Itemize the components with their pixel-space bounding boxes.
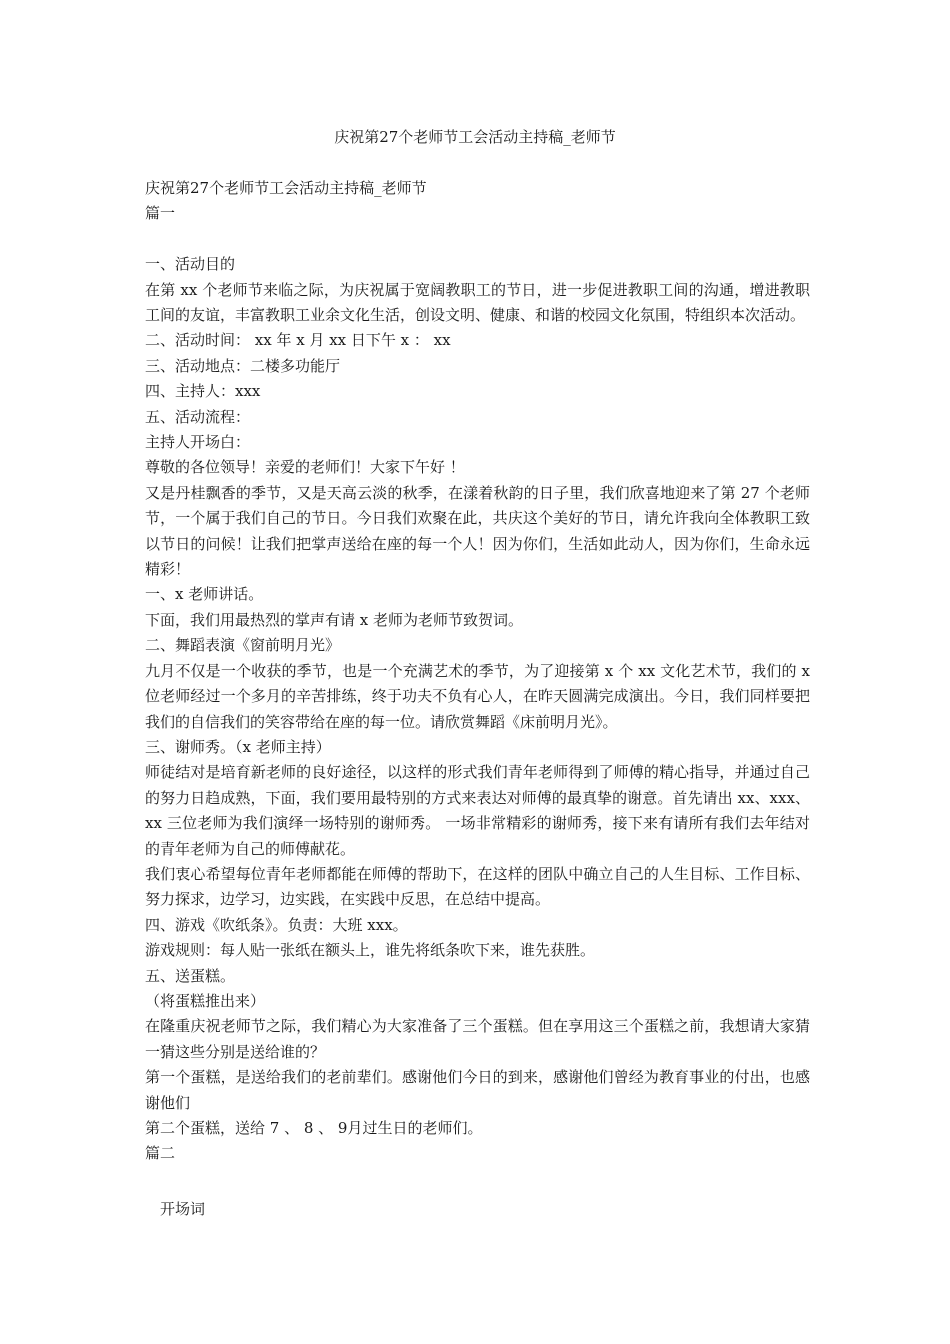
item3-heading: 三、谢师秀。（x 老师主持）: [145, 737, 331, 756]
flow-line: 五、活动流程：: [145, 407, 251, 426]
section1-heading: 一、活动目的: [145, 255, 236, 274]
page-title: 庆祝第27个老师节工会活动主持稿_老师节: [334, 128, 616, 146]
item1-heading: 一、x 老师讲话。: [145, 585, 264, 604]
item3-body-1: 师徒结对是培育新老师的良好途径，以这样的形式我们青年老师得到了师傅的精心指导，并通过自己的努力日趋成熟，下面，我们要用最特别的方式来表达对师傅的最真挚的谢意。首先请出 xx、xxx、xx 三位老师为我们演绎一场特别的谢师秀。 一场非常精彩的谢师秀，接下来有请所有我们去年结对的青年老师为自己的师傅献花。: [145, 763, 810, 858]
item5-note: （将蛋糕推出来）: [145, 991, 266, 1010]
item2-body: 九月不仅是一个收获的季节，也是一个充满艺术的季节，为了迎接第 x 个 xx 文化艺术节，我们的 x 位老师经过一个多月的辛苦排练，终于功夫不负有心人，在昨天圆满完成演出。今日，我们同样要把我们的自信我们的笑容带给在座的每一位。请欣赏舞蹈《床前明月光》。: [145, 661, 810, 731]
host-line: 四、主持人：xxx: [145, 382, 261, 401]
item3-body-2: 我们衷心希望每位青年老师都能在师傅的帮助下，在这样的团队中确立自己的人生目标、工作目标、努力探求，边学习，边实践，在实践中反思，在总结中提高。: [145, 864, 810, 909]
item2-heading: 二、舞蹈表演《窗前明月光》: [145, 636, 341, 655]
item5-heading: 五、送蛋糕。: [145, 966, 236, 985]
part2-label: 篇二: [145, 1144, 176, 1163]
item4-body: 游戏规则：每人贴一张纸在额头上，谁先将纸条吹下来，谁先获胜。: [145, 941, 596, 960]
document-subtitle: 庆祝第27个老师节工会活动主持稿_老师节: [145, 179, 427, 197]
part2-opening: 开场词: [160, 1199, 206, 1218]
document-body: [145, 176, 810, 1222]
blank-line: [145, 227, 810, 252]
time-line: 二、活动时间： xx 年 x 月 xx 日下午 x ： xx: [145, 331, 451, 350]
item5-body-2: 第一个蛋糕，是送给我们的老前辈们。感谢他们今日的到来，感谢他们曾经为教育事业的付出，也感谢他们: [145, 1068, 810, 1112]
greeting: 尊敬的各位领导！亲爱的老师们！大家下午好 ！: [145, 458, 465, 477]
place-line: 三、活动地点：二楼多功能厅: [145, 356, 341, 375]
part1-label: 篇一: [145, 204, 176, 223]
section1-body: 在第 xx 个老师节来临之际，为庆祝属于宽阔教职工的节日，进一步促进教职工间的沟通，增进教职工间的友谊，丰富教职工业余文化生活，创设文明、健康、和谐的校园文化氛围，特组织本次活动。: [145, 280, 810, 325]
item4-heading: 四、游戏《吹纸条》。负责：大班 xxx。: [145, 915, 408, 934]
opening-label: 主持人开场白：: [145, 433, 251, 452]
item1-body: 下面，我们用最热烈的掌声有请 x 老师为老师节致贺词。: [145, 610, 523, 629]
item5-body-3: 第二个蛋糕，送给 7 、 8 、 9月过生日的老师们。: [145, 1119, 483, 1138]
item5-body-1: 在隆重庆祝老师节之际，我们精心为大家准备了三个蛋糕。但在享用这三个蛋糕之前，我想请大家猜一猜这些分别是送给谁的？: [145, 1017, 810, 1061]
opening-body: 又是丹桂飘香的季节，又是天高云淡的秋季，在漾着秋韵的日子里，我们欣喜地迎来了第 27 个老师节，一个属于我们自己的节日。今日我们欢聚在此，共庆这个美好的节日，请允许我向全体教职工致以节日的问候！让我们把掌声送给在座的每一个人！因为你们，生活如此动人，因为你们，生命永远精彩！: [145, 483, 810, 579]
blank-line: [145, 1167, 810, 1197]
